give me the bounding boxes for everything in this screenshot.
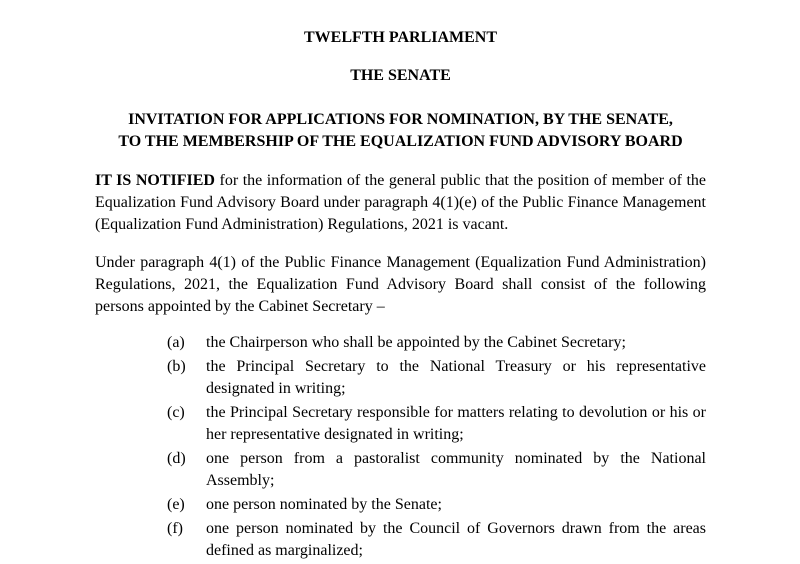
notice-body: for the information of the general public that the position of member of the Equalization Fund Advisory Board under paragraph 4(1)(e) of the Public Finance Management (Equalization Fund Administration) Regulations, 2021 is vacant. [95,172,706,233]
members-list [167,332,706,564]
list-item-label: (e) [167,496,185,513]
parliament-heading: TWELFTH PARLIAMENT [303,29,498,46]
list-item [167,448,706,492]
senate-heading: THE SENATE [350,67,451,84]
list-item-label: (f) [167,520,183,537]
list-item [167,332,706,354]
list-item-label: (b) [167,358,186,375]
list-item [167,518,706,562]
composition-paragraph: Under paragraph 4(1) of the Public Finance Management (Equalization Fund Administration) Regulations, 2021, the Equalization Fund Advisory Board shall consist of the following persons appointed by the Cabinet Secretary – [95,254,706,315]
list-item-text: the Chairperson who shall be appointed by the Cabinet Secretary; [206,334,626,351]
notice-paragraph [95,170,706,236]
list-item-text: the Principal Secretary responsible for matters relating to devolution or his or her representative designated in writing; [206,404,706,443]
list-item-text: one person from a pastoralist community nominated by the National Assembly; [206,450,706,489]
list-item [167,402,706,446]
list-item [167,494,706,516]
list-item [167,356,706,400]
list-item-text: the Principal Secretary to the National Treasury or his representative designated in writing; [206,358,706,397]
notice-title-line-1: INVITATION FOR APPLICATIONS FOR NOMINATION, BY THE SENATE, [128,111,673,128]
notice-title [95,109,706,153]
list-item-label: (d) [167,450,186,467]
notice-title-line-2: TO THE MEMBERSHIP OF THE EQUALIZATION FUND ADVISORY BOARD [118,133,683,150]
list-item-label: (a) [167,334,185,351]
list-item-text: one person nominated by the Council of Governors drawn from the areas defined as marginalized; [206,520,706,559]
list-item-label: (c) [167,404,185,421]
list-item-text: one person nominated by the Senate; [206,496,442,513]
notice-lead: IT IS NOTIFIED [95,172,215,189]
